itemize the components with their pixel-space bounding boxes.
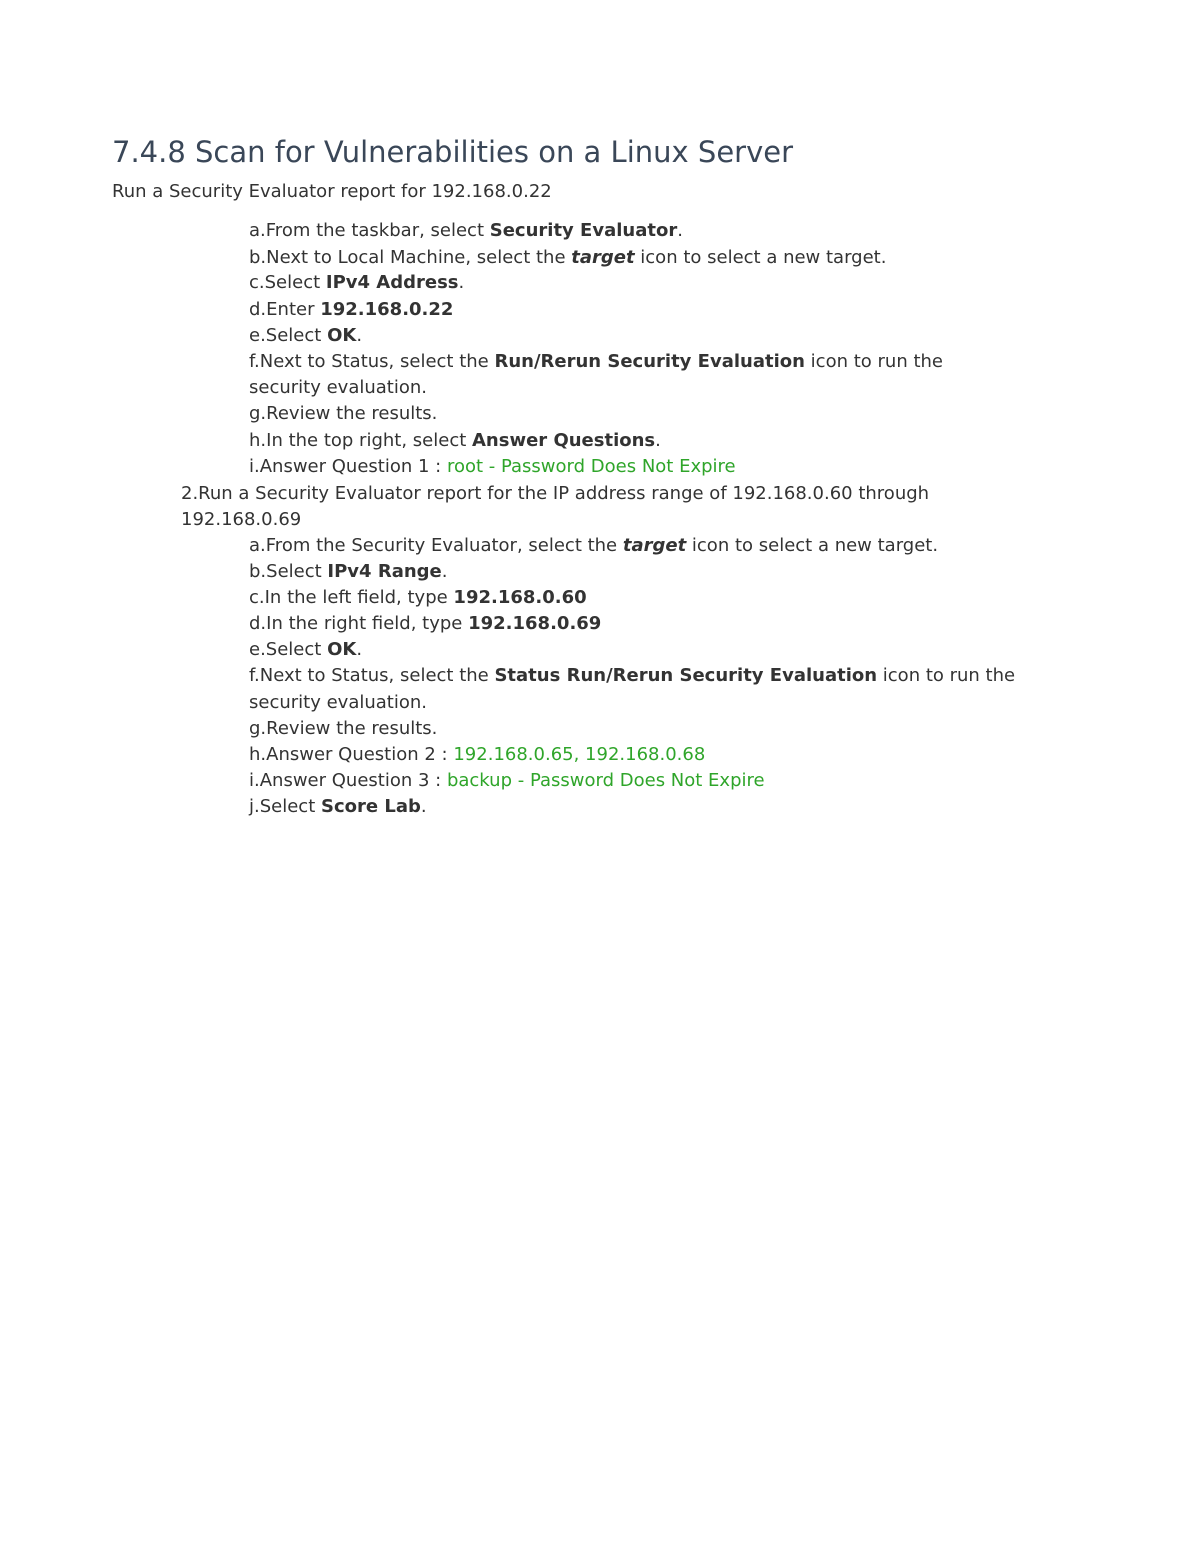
step2-a	[249, 533, 938, 559]
step-emphasis: Answer Questions	[472, 430, 656, 451]
step-emphasis: 192.168.0.60	[453, 587, 587, 608]
step-text: .	[458, 272, 465, 293]
step-text: icon to select a new target.	[634, 247, 887, 268]
step-marker: f.	[249, 351, 260, 372]
step-emphasis: Run/Rerun Security Evaluation	[494, 351, 805, 372]
step-text: From the taskbar, select	[265, 220, 490, 241]
step2-heading-continued: 192.168.0.69	[181, 509, 302, 530]
step-marker: h.	[249, 430, 267, 451]
step-emphasis: Security Evaluator	[489, 220, 678, 241]
step-text: .	[677, 220, 683, 241]
step-emphasis: Score Lab	[321, 796, 421, 817]
step-emphasis: Status Run/Rerun Security Evaluation	[494, 665, 878, 686]
step-emphasis-italic: target	[571, 247, 635, 268]
step-marker: d.	[249, 613, 267, 634]
step-text: icon to select a new target.	[686, 535, 939, 556]
step2-g	[249, 716, 437, 742]
step-marker: i.	[249, 770, 260, 791]
step-emphasis: IPv4 Range	[327, 561, 442, 582]
step-text: icon to run the	[877, 665, 1016, 686]
step1-b	[249, 245, 886, 271]
step2-h	[249, 742, 705, 768]
step-text: Next to Local Machine, select the	[266, 247, 572, 268]
step-emphasis: OK	[327, 639, 357, 660]
step2-f-continued: security evaluation.	[249, 692, 427, 713]
answer-text: backup - Password Does Not Expire	[446, 770, 765, 791]
step-text: icon to run the	[804, 351, 943, 372]
step2-i	[249, 768, 765, 794]
step-marker: a.	[249, 535, 266, 556]
step-marker: c.	[249, 587, 265, 608]
step-emphasis: OK	[327, 325, 357, 346]
step-text: Review the results.	[266, 718, 438, 739]
step-text: .	[420, 796, 427, 817]
step-text: Answer Question 3 :	[259, 770, 447, 791]
step-marker: a.	[249, 220, 266, 241]
step-marker: b.	[249, 247, 267, 268]
step-text: .	[356, 325, 363, 346]
step-emphasis	[571, 247, 634, 268]
intro-text: Run a Security Evaluator report for 192.168.0.22	[112, 181, 552, 202]
step1-h	[249, 428, 661, 454]
step-marker: f.	[249, 665, 260, 686]
step-text: Select	[264, 272, 326, 293]
step-text: Enter	[266, 299, 321, 320]
step-marker: b.	[249, 561, 267, 582]
step-marker: e.	[249, 639, 266, 660]
step-marker: d.	[249, 299, 267, 320]
step-text: Select	[259, 796, 321, 817]
step-text: Select	[265, 639, 328, 660]
step1-i	[249, 454, 736, 480]
step1-f-continued: security evaluation.	[249, 377, 427, 398]
step-text: Answer Question 2 :	[266, 744, 454, 765]
step-emphasis: IPv4 Address	[325, 272, 459, 293]
step-marker: j.	[249, 796, 260, 817]
step1-a	[249, 218, 683, 244]
step-emphasis: 192.168.0.22	[320, 299, 454, 320]
step-marker: c.	[249, 272, 265, 293]
step-emphasis	[623, 535, 686, 556]
step-text: .	[655, 430, 661, 451]
step2-c	[249, 585, 587, 611]
step2-b	[249, 559, 447, 585]
step-text: In the left field, type	[264, 587, 454, 608]
step2-e	[249, 637, 362, 663]
step-marker: h.	[249, 744, 267, 765]
step2-d	[249, 611, 601, 637]
step-text: Select	[265, 325, 328, 346]
step-text: Review the results.	[266, 403, 438, 424]
step-text: Next to Status, select the	[259, 351, 495, 372]
step-marker: e.	[249, 325, 266, 346]
step1-g	[249, 401, 437, 427]
step-marker: i.	[249, 456, 260, 477]
step-marker: g.	[249, 403, 267, 424]
page-title: 7.4.8 Scan for Vulnerabilities on a Linux Server	[112, 135, 794, 169]
step-marker: g.	[249, 718, 267, 739]
step2-f	[249, 663, 1015, 689]
step1-f	[249, 349, 943, 375]
step2-j	[249, 794, 427, 820]
answer-text: root - Password Does Not Expire	[446, 456, 736, 477]
step-emphasis: 192.168.0.69	[468, 613, 602, 634]
step-text: From the Security Evaluator, select the	[265, 535, 623, 556]
step-text: Next to Status, select the	[259, 665, 495, 686]
step-emphasis-italic: target	[622, 535, 687, 556]
step1-c	[249, 270, 464, 296]
answer-text: 192.168.0.65, 192.168.0.68	[453, 744, 706, 765]
step-text: Select	[266, 561, 328, 582]
step-text: Answer Question 1 :	[259, 456, 447, 477]
step-text: .	[356, 639, 363, 660]
step-text: In the top right, select	[266, 430, 472, 451]
step-text: .	[441, 561, 448, 582]
step1-d	[249, 297, 453, 323]
step2-heading: 2.Run a Security Evaluator report for the IP address range of 192.168.0.60 through	[181, 483, 930, 504]
step-text: In the right field, type	[266, 613, 469, 634]
step1-e	[249, 323, 362, 349]
